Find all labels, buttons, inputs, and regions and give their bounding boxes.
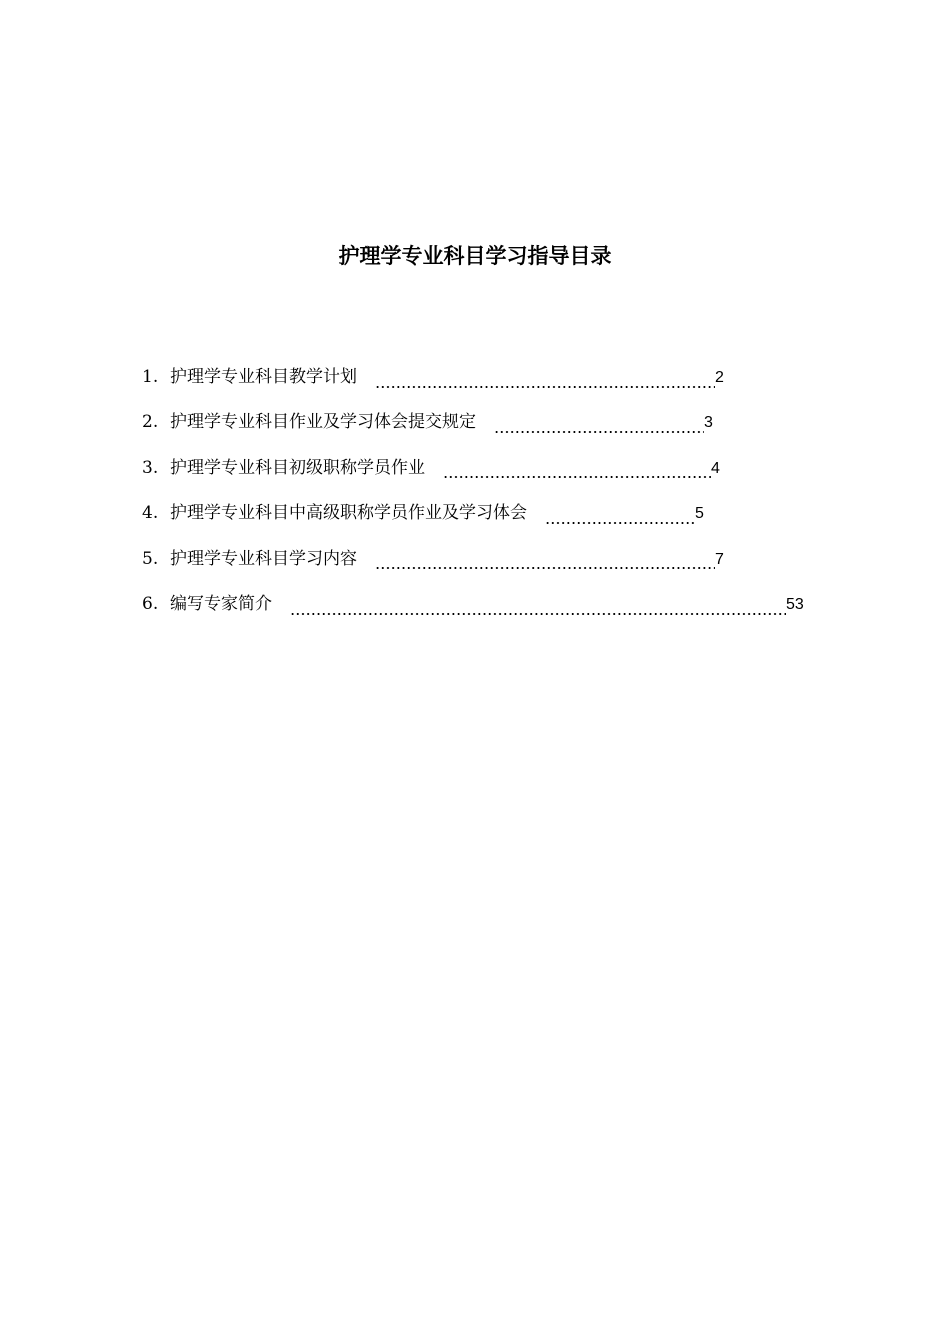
toc-entry-page-number: 4 (711, 459, 720, 477)
toc-entry-3[interactable] (142, 453, 842, 498)
toc-entry-label: 护理学专业科目学习内容 (170, 548, 357, 569)
toc-entry-number: 1. (142, 367, 159, 387)
dot-leader (375, 566, 715, 570)
dot-leader (443, 475, 711, 479)
toc-entry-page-number: 3 (704, 414, 713, 432)
toc-entry-number: 6. (142, 593, 159, 614)
toc-entry-label: 护理学专业科目初级职称学员作业 (170, 457, 425, 478)
toc-entry-5[interactable] (142, 544, 842, 589)
toc-entry-number: 3. (142, 457, 159, 478)
dot-leader (494, 430, 704, 434)
toc-entry-page-number: 5 (695, 505, 704, 523)
table-of-contents (142, 362, 842, 634)
toc-entry-number: 4. (142, 503, 159, 524)
toc-entry-4[interactable] (142, 498, 842, 543)
toc-entry-page-number: 2 (715, 369, 724, 386)
toc-entry-label: 护理学专业科目中高级职称学员作业及学习体会 (170, 503, 527, 524)
toc-entry-label: 护理学专业科目教学计划 (170, 367, 357, 387)
dot-leader (290, 612, 786, 616)
toc-entry-2[interactable] (142, 407, 842, 452)
toc-entry-1[interactable] (142, 362, 842, 407)
dot-leader (545, 521, 695, 525)
toc-entry-page-number: 53 (786, 595, 804, 613)
toc-entry-page-number: 7 (715, 550, 724, 568)
toc-entry-6[interactable] (142, 589, 842, 634)
dot-leader (375, 385, 715, 389)
toc-entry-number: 5. (142, 548, 159, 569)
toc-entry-number: 2. (142, 412, 159, 433)
toc-entry-label: 护理学专业科目作业及学习体会提交规定 (170, 412, 476, 433)
page-title: 护理学专业科目学习指导目录 (338, 244, 612, 268)
toc-entry-label: 编写专家简介 (170, 593, 272, 614)
